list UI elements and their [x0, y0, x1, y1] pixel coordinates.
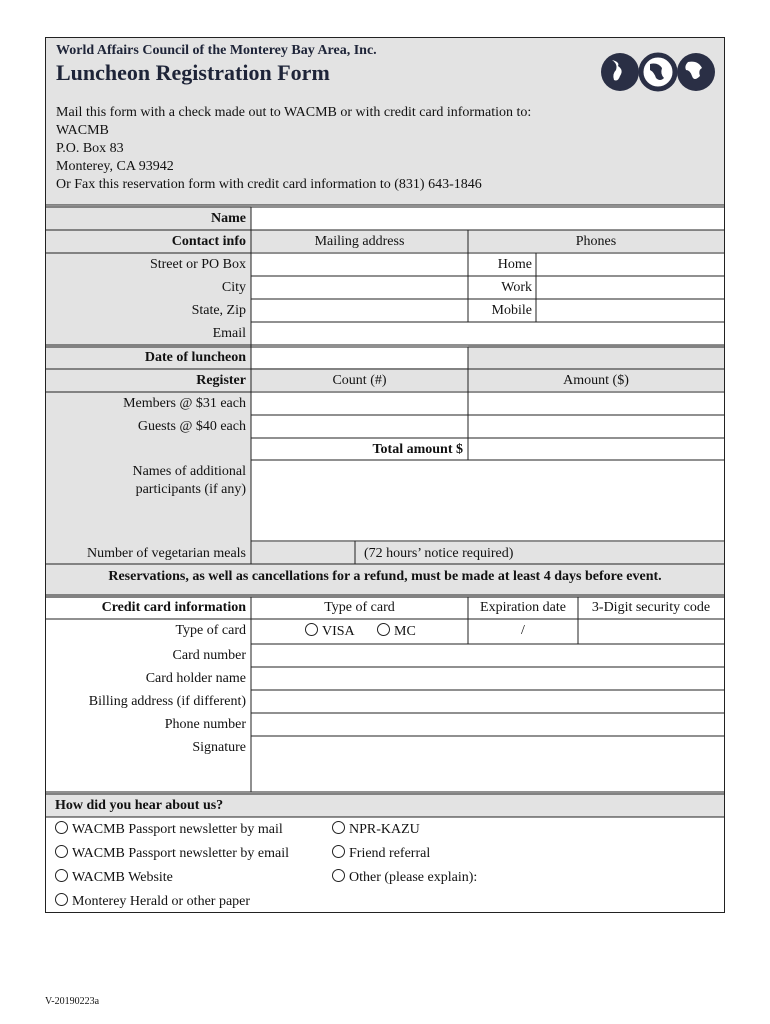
hear-option[interactable] — [332, 845, 430, 863]
work-phone-field[interactable] — [538, 277, 722, 298]
hear-option[interactable] — [55, 845, 289, 863]
mc-radio-icon[interactable] — [377, 623, 390, 636]
guests-amount-field[interactable] — [470, 416, 722, 437]
hear-option-label: NPR-KAZU — [349, 822, 420, 837]
street-label: Street or PO Box — [149, 257, 246, 272]
mobile-phone-field[interactable] — [538, 300, 722, 321]
type-of-card-header: Type of card — [324, 600, 395, 615]
members-count-field[interactable] — [253, 393, 466, 414]
total-amount-field[interactable] — [470, 439, 722, 459]
phone-number-field[interactable] — [253, 714, 722, 735]
card-number-field[interactable] — [253, 645, 722, 666]
credit-card-info-label: Credit card information — [101, 600, 246, 615]
security-code-field[interactable] — [580, 620, 722, 643]
radio-icon[interactable] — [332, 869, 345, 882]
total-amount-label: Total amount $ — [372, 442, 463, 457]
cancellation-policy: Reservations, as well as cancellations for a refund, must be made at least 4 days before event. — [108, 569, 662, 584]
vegetarian-notice: (72 hours’ notice required) — [364, 546, 514, 561]
hear-option-label: WACMB Website — [72, 870, 173, 885]
additional-label-line: Names of additional — [132, 464, 246, 479]
mc-label: MC — [394, 624, 416, 639]
radio-icon[interactable] — [55, 869, 68, 882]
mobile-phone-label: Mobile — [491, 303, 532, 318]
members-amount-field[interactable] — [470, 393, 722, 414]
name-label: Name — [211, 211, 246, 226]
radio-icon[interactable] — [55, 845, 68, 858]
members-label: Members @ $31 each — [123, 396, 246, 411]
date-of-luncheon-label: Date of luncheon — [144, 350, 246, 365]
additional-label-line: participants (if any) — [135, 482, 246, 497]
hear-option-label: Friend referral — [349, 846, 431, 861]
radio-icon[interactable] — [55, 821, 68, 834]
contact-info-label: Contact info — [171, 234, 246, 249]
version-label: V-20190223a — [45, 996, 100, 1007]
radio-icon[interactable] — [332, 821, 345, 834]
how-did-you-hear-title: How did you hear about us? — [55, 798, 224, 813]
mail-line: Monterey, CA 93942 — [56, 159, 174, 174]
visa-radio-icon[interactable] — [305, 623, 318, 636]
city-field[interactable] — [253, 277, 466, 298]
vegetarian-meals-label: Number of vegetarian meals — [87, 546, 246, 561]
hear-option[interactable] — [332, 821, 420, 839]
work-phone-label: Work — [501, 280, 532, 295]
count-header: Count (#) — [332, 373, 387, 388]
mail-line: P.O. Box 83 — [56, 141, 124, 156]
guests-label: Guests @ $40 each — [137, 419, 246, 434]
organization-name: World Affairs Council of the Monterey Bay Area, Inc. — [56, 43, 377, 58]
hear-option[interactable] — [55, 869, 173, 887]
expiration-date-header: Expiration date — [480, 600, 566, 615]
hear-option-label: WACMB Passport newsletter by mail — [72, 822, 283, 837]
date-of-luncheon-field[interactable] — [253, 348, 466, 368]
mail-line: WACMB — [56, 123, 109, 138]
radio-icon[interactable] — [332, 845, 345, 858]
register-label: Register — [196, 373, 246, 388]
hear-option[interactable] — [332, 869, 477, 887]
hear-option[interactable] — [55, 821, 283, 839]
mail-line: Mail this form with a check made out to WACMB or with credit card information to: — [56, 105, 532, 120]
name-field[interactable] — [253, 208, 722, 229]
signature-field[interactable] — [253, 737, 722, 791]
amount-header: Amount ($) — [563, 373, 629, 388]
hear-option-label: Monterey Herald or other paper — [72, 894, 251, 909]
mc-option[interactable] — [377, 623, 416, 641]
signature-label: Signature — [192, 740, 246, 755]
radio-icon[interactable] — [55, 893, 68, 906]
state-zip-field[interactable] — [253, 300, 466, 321]
security-code-header: 3-Digit security code — [591, 600, 711, 615]
hear-option[interactable] — [55, 893, 250, 911]
home-phone-field[interactable] — [538, 254, 722, 275]
hear-option-label: Other (please explain): — [349, 870, 478, 885]
type-of-card-label: Type of card — [175, 623, 246, 638]
home-phone-label: Home — [497, 257, 532, 272]
city-label: City — [221, 280, 246, 295]
phone-number-label: Phone number — [164, 717, 246, 732]
card-holder-label: Card holder name — [145, 671, 246, 686]
visa-option[interactable] — [305, 623, 355, 641]
visa-label: VISA — [322, 624, 355, 639]
card-holder-field[interactable] — [253, 668, 722, 689]
vegetarian-meals-field[interactable] — [253, 543, 353, 563]
mailing-address-header: Mailing address — [314, 234, 405, 249]
expiration-date-field[interactable]: / — [521, 623, 525, 638]
mail-line: Or Fax this reservation form with credit card information to (831) 643-1846 — [56, 177, 482, 192]
state-zip-label: State, Zip — [191, 303, 246, 318]
additional-participants-field[interactable] — [253, 461, 722, 540]
hear-option-label: WACMB Passport newsletter by email — [72, 846, 289, 861]
street-field[interactable] — [253, 254, 466, 275]
card-number-label: Card number — [172, 648, 246, 663]
guests-count-field[interactable] — [253, 416, 466, 437]
additional-participants-label — [46, 463, 246, 499]
form-title: Luncheon Registration Form — [56, 60, 330, 85]
phones-header: Phones — [575, 234, 617, 249]
billing-address-label: Billing address (if different) — [88, 694, 246, 709]
email-field[interactable] — [253, 323, 722, 344]
registration-form — [45, 37, 725, 913]
email-label: Email — [212, 326, 246, 341]
billing-address-field[interactable] — [253, 691, 722, 712]
